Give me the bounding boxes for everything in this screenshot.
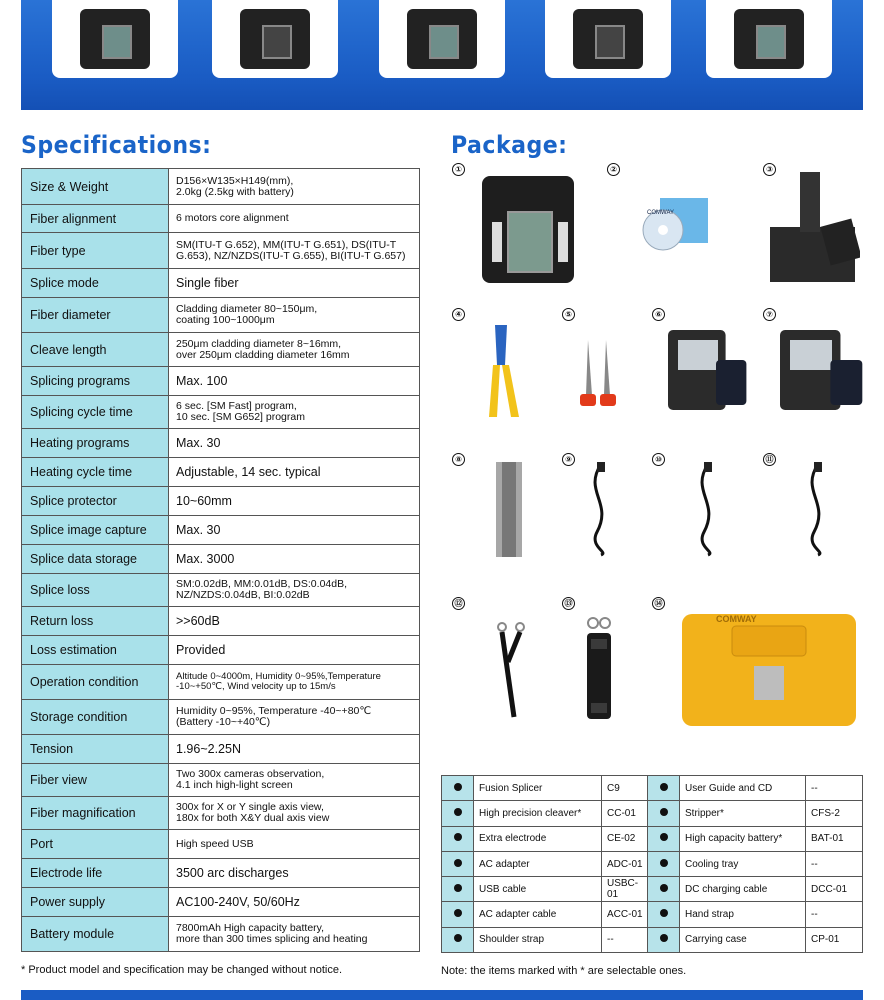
spec-label: Battery module bbox=[22, 917, 169, 952]
package-item-number: ⑫ bbox=[452, 597, 465, 610]
spec-label: Heating cycle time bbox=[22, 458, 169, 487]
package-row bbox=[442, 902, 863, 927]
package-contents-table bbox=[441, 775, 863, 953]
spec-value: 250μm cladding diameter 8~16mm, over 250μm cladding diameter 16mm bbox=[169, 333, 420, 367]
spec-row bbox=[22, 169, 420, 205]
spec-label: Splice mode bbox=[22, 269, 169, 298]
index-dot-icon bbox=[454, 884, 462, 892]
spec-value: High speed USB bbox=[169, 830, 420, 859]
package-item-name: High precision cleaver* bbox=[474, 801, 602, 826]
spec-label: Fiber magnification bbox=[22, 797, 169, 830]
package-item-number: ⑩ bbox=[652, 453, 665, 466]
package-heading: Package: bbox=[451, 131, 568, 159]
package-item-name: DC charging cable bbox=[680, 877, 806, 902]
spec-label: Cleave length bbox=[22, 333, 169, 367]
spec-row bbox=[22, 859, 420, 888]
spec-value: Max. 30 bbox=[169, 516, 420, 545]
package-item-model: -- bbox=[602, 927, 648, 952]
battery-image bbox=[780, 330, 864, 415]
package-item-number: ② bbox=[607, 163, 620, 176]
spec-value: 6 motors core alignment bbox=[169, 205, 420, 233]
svg-text:COMWAY: COMWAY bbox=[647, 210, 674, 216]
package-row bbox=[442, 851, 863, 876]
spec-value: Altitude 0~4000m, Humidity 0~95%,Temperature -10~+50℃, Wind velocity up to 15m/s bbox=[169, 665, 420, 700]
package-item-name: AC adapter cable bbox=[474, 902, 602, 927]
package-item-number: ④ bbox=[452, 308, 465, 321]
spec-row bbox=[22, 607, 420, 636]
spec-value: 1.96~2.25N bbox=[169, 735, 420, 764]
spec-label: Fiber type bbox=[22, 233, 169, 269]
package-item-model: BAT-01 bbox=[806, 826, 863, 851]
package-row bbox=[442, 927, 863, 952]
spec-value: D156×W135×H149(mm), 2.0kg (2.5kg with battery) bbox=[169, 169, 420, 205]
spec-label: Electrode life bbox=[22, 859, 169, 888]
spec-row bbox=[22, 735, 420, 764]
package-item-number: ⑬ bbox=[562, 597, 575, 610]
package-index bbox=[442, 902, 474, 927]
splicer-front-image bbox=[80, 9, 150, 69]
footer-banner bbox=[21, 990, 863, 1000]
package-item-number: ⑦ bbox=[763, 308, 776, 321]
package-item-number: ③ bbox=[763, 163, 776, 176]
package-row bbox=[442, 776, 863, 801]
spec-value: Provided bbox=[169, 636, 420, 665]
hand-strap-image bbox=[496, 622, 526, 720]
product-thumbnail bbox=[379, 0, 505, 78]
package-item-number: ⑭ bbox=[652, 597, 665, 610]
spec-row bbox=[22, 205, 420, 233]
index-dot-icon bbox=[454, 909, 462, 917]
spec-row bbox=[22, 298, 420, 333]
package-index bbox=[442, 801, 474, 826]
spec-label: Return loss bbox=[22, 607, 169, 636]
package-row bbox=[442, 826, 863, 851]
spec-label: Loss estimation bbox=[22, 636, 169, 665]
index-dot-icon bbox=[660, 808, 668, 816]
spec-row bbox=[22, 888, 420, 917]
package-item-model: CFS-2 bbox=[806, 801, 863, 826]
package-index bbox=[442, 826, 474, 851]
index-dot-icon bbox=[660, 783, 668, 791]
package-item-model: -- bbox=[806, 851, 863, 876]
product-disclaimer: * Product model and specification may be changed without notice. bbox=[21, 964, 343, 976]
package-item-model: CP-01 bbox=[806, 927, 863, 952]
spec-row bbox=[22, 487, 420, 516]
package-item-name: USB cable bbox=[474, 877, 602, 902]
spec-row bbox=[22, 516, 420, 545]
fusion-splicer-image bbox=[478, 172, 578, 287]
product-thumbnail bbox=[52, 0, 178, 78]
spec-value: 300x for X or Y single axis view, 180x for both X&Y dual axis view bbox=[169, 797, 420, 830]
package-item-name: Shoulder strap bbox=[474, 927, 602, 952]
package-item-name: Hand strap bbox=[680, 902, 806, 927]
spec-row bbox=[22, 269, 420, 298]
spec-label: Splicing cycle time bbox=[22, 396, 169, 429]
package-index bbox=[648, 776, 680, 801]
package-index bbox=[648, 877, 680, 902]
spec-value: Single fiber bbox=[169, 269, 420, 298]
spec-value: Cladding diameter 80~150μm, coating 100~1000μm bbox=[169, 298, 420, 333]
specifications-table bbox=[21, 168, 420, 952]
spec-value: >>60dB bbox=[169, 607, 420, 636]
spec-row bbox=[22, 636, 420, 665]
splicer-with-tray-image bbox=[734, 9, 804, 69]
spec-label: Storage condition bbox=[22, 700, 169, 735]
package-item-number: ⑤ bbox=[562, 308, 575, 321]
spec-label: Fiber diameter bbox=[22, 298, 169, 333]
splicer-side-image bbox=[240, 9, 310, 69]
specifications-heading: Specifications: bbox=[21, 131, 212, 159]
package-item-name: AC adapter bbox=[474, 851, 602, 876]
index-dot-icon bbox=[454, 934, 462, 942]
package-index bbox=[648, 826, 680, 851]
spec-value: 6 sec. [SM Fast] program, 10 sec. [SM G652] program bbox=[169, 396, 420, 429]
package-index bbox=[442, 877, 474, 902]
spec-value: SM:0.02dB, MM:0.01dB, DS:0.04dB, NZ/NZDS:0.04dB, BI:0.02dB bbox=[169, 574, 420, 607]
package-item-model: CE-02 bbox=[602, 826, 648, 851]
spec-value: Adjustable, 14 sec. typical bbox=[169, 458, 420, 487]
package-item-number: ① bbox=[452, 163, 465, 176]
stripper-image bbox=[485, 325, 525, 420]
package-item-model: -- bbox=[806, 902, 863, 927]
spec-value: 10~60mm bbox=[169, 487, 420, 516]
product-thumbnail bbox=[545, 0, 671, 78]
index-dot-icon bbox=[454, 833, 462, 841]
spec-row bbox=[22, 545, 420, 574]
cable-image bbox=[583, 462, 619, 557]
spec-row bbox=[22, 396, 420, 429]
spec-label: Operation condition bbox=[22, 665, 169, 700]
package-index bbox=[442, 776, 474, 801]
index-dot-icon bbox=[454, 859, 462, 867]
package-index bbox=[648, 801, 680, 826]
index-dot-icon bbox=[660, 859, 668, 867]
package-item-model: ADC-01 bbox=[602, 851, 648, 876]
spec-row bbox=[22, 233, 420, 269]
spec-row bbox=[22, 917, 420, 952]
package-item-model: CC-01 bbox=[602, 801, 648, 826]
spec-value: 7800mAh High capacity battery, more than 300 times splicing and heating bbox=[169, 917, 420, 952]
spec-row bbox=[22, 700, 420, 735]
index-dot-icon bbox=[660, 833, 668, 841]
carrying-case-image bbox=[676, 606, 862, 730]
spec-label: Tension bbox=[22, 735, 169, 764]
index-dot-icon bbox=[660, 909, 668, 917]
spec-row bbox=[22, 429, 420, 458]
spec-value: Humidity 0~95%, Temperature -40~+80℃ (Battery -10~+40℃) bbox=[169, 700, 420, 735]
selectable-items-note: Note: the items marked with * are selectable ones. bbox=[441, 965, 687, 977]
spec-row bbox=[22, 830, 420, 859]
package-item-number: ⑨ bbox=[562, 453, 575, 466]
spec-label: Fiber alignment bbox=[22, 205, 169, 233]
spec-label: Splice protector bbox=[22, 487, 169, 516]
package-item-name: Stripper* bbox=[680, 801, 806, 826]
spec-label: Splice data storage bbox=[22, 545, 169, 574]
index-dot-icon bbox=[660, 884, 668, 892]
package-index bbox=[648, 851, 680, 876]
battery-image bbox=[668, 330, 748, 415]
package-item-model: USBC-01 bbox=[602, 877, 648, 902]
user-guide-cd-image bbox=[635, 198, 710, 253]
spec-row bbox=[22, 665, 420, 700]
product-thumbnail bbox=[212, 0, 338, 78]
spec-value: Two 300x cameras observation, 4.1 inch high-light screen bbox=[169, 764, 420, 797]
splicer-front-image bbox=[407, 9, 477, 69]
spec-label: Splice loss bbox=[22, 574, 169, 607]
spec-value: Max. 100 bbox=[169, 367, 420, 396]
product-thumbnail bbox=[706, 0, 832, 78]
spec-label: Power supply bbox=[22, 888, 169, 917]
spec-label: Splicing programs bbox=[22, 367, 169, 396]
package-row bbox=[442, 801, 863, 826]
spec-row bbox=[22, 333, 420, 367]
package-item-model: DCC-01 bbox=[806, 877, 863, 902]
package-item-name: Extra electrode bbox=[474, 826, 602, 851]
cable-image bbox=[690, 462, 726, 557]
package-item-name: Cooling tray bbox=[680, 851, 806, 876]
spec-row bbox=[22, 458, 420, 487]
index-dot-icon bbox=[660, 934, 668, 942]
package-item-name: Fusion Splicer bbox=[474, 776, 602, 801]
package-item-number: ⑪ bbox=[763, 453, 776, 466]
package-item-name: High capacity battery* bbox=[680, 826, 806, 851]
cleaver-image bbox=[765, 172, 860, 287]
cable-image bbox=[800, 462, 836, 557]
package-index bbox=[442, 851, 474, 876]
spec-label: Heating programs bbox=[22, 429, 169, 458]
package-item-model: ACC-01 bbox=[602, 902, 648, 927]
spec-value: Max. 3000 bbox=[169, 545, 420, 574]
package-row bbox=[442, 877, 863, 902]
splicer-open-image bbox=[573, 9, 643, 69]
package-index bbox=[648, 902, 680, 927]
spec-label: Splice image capture bbox=[22, 516, 169, 545]
cooling-tray-image bbox=[492, 462, 526, 557]
spec-row bbox=[22, 797, 420, 830]
package-item-model: C9 bbox=[602, 776, 648, 801]
spec-value: AC100-240V, 50/60Hz bbox=[169, 888, 420, 917]
package-item-model: -- bbox=[806, 776, 863, 801]
package-index bbox=[648, 927, 680, 952]
index-dot-icon bbox=[454, 808, 462, 816]
spec-label: Fiber view bbox=[22, 764, 169, 797]
spec-label: Port bbox=[22, 830, 169, 859]
spec-row bbox=[22, 574, 420, 607]
svg-text:COMWAY: COMWAY bbox=[716, 614, 757, 624]
spec-value: SM(ITU-T G.652), MM(ITU-T G.651), DS(ITU-T G.653), NZ/NZDS(ITU-T G.655), BI(ITU-T G.657) bbox=[169, 233, 420, 269]
spec-value: 3500 arc discharges bbox=[169, 859, 420, 888]
spec-label: Size & Weight bbox=[22, 169, 169, 205]
spec-value: Max. 30 bbox=[169, 429, 420, 458]
electrode-image bbox=[580, 340, 616, 408]
package-item-name: User Guide and CD bbox=[680, 776, 806, 801]
spec-row bbox=[22, 764, 420, 797]
package-item-number: ⑥ bbox=[652, 308, 665, 321]
index-dot-icon bbox=[454, 783, 462, 791]
spec-row bbox=[22, 367, 420, 396]
shoulder-strap-image bbox=[583, 615, 615, 720]
package-item-number: ⑧ bbox=[452, 453, 465, 466]
package-item-name: Carrying case bbox=[680, 927, 806, 952]
package-index bbox=[442, 927, 474, 952]
